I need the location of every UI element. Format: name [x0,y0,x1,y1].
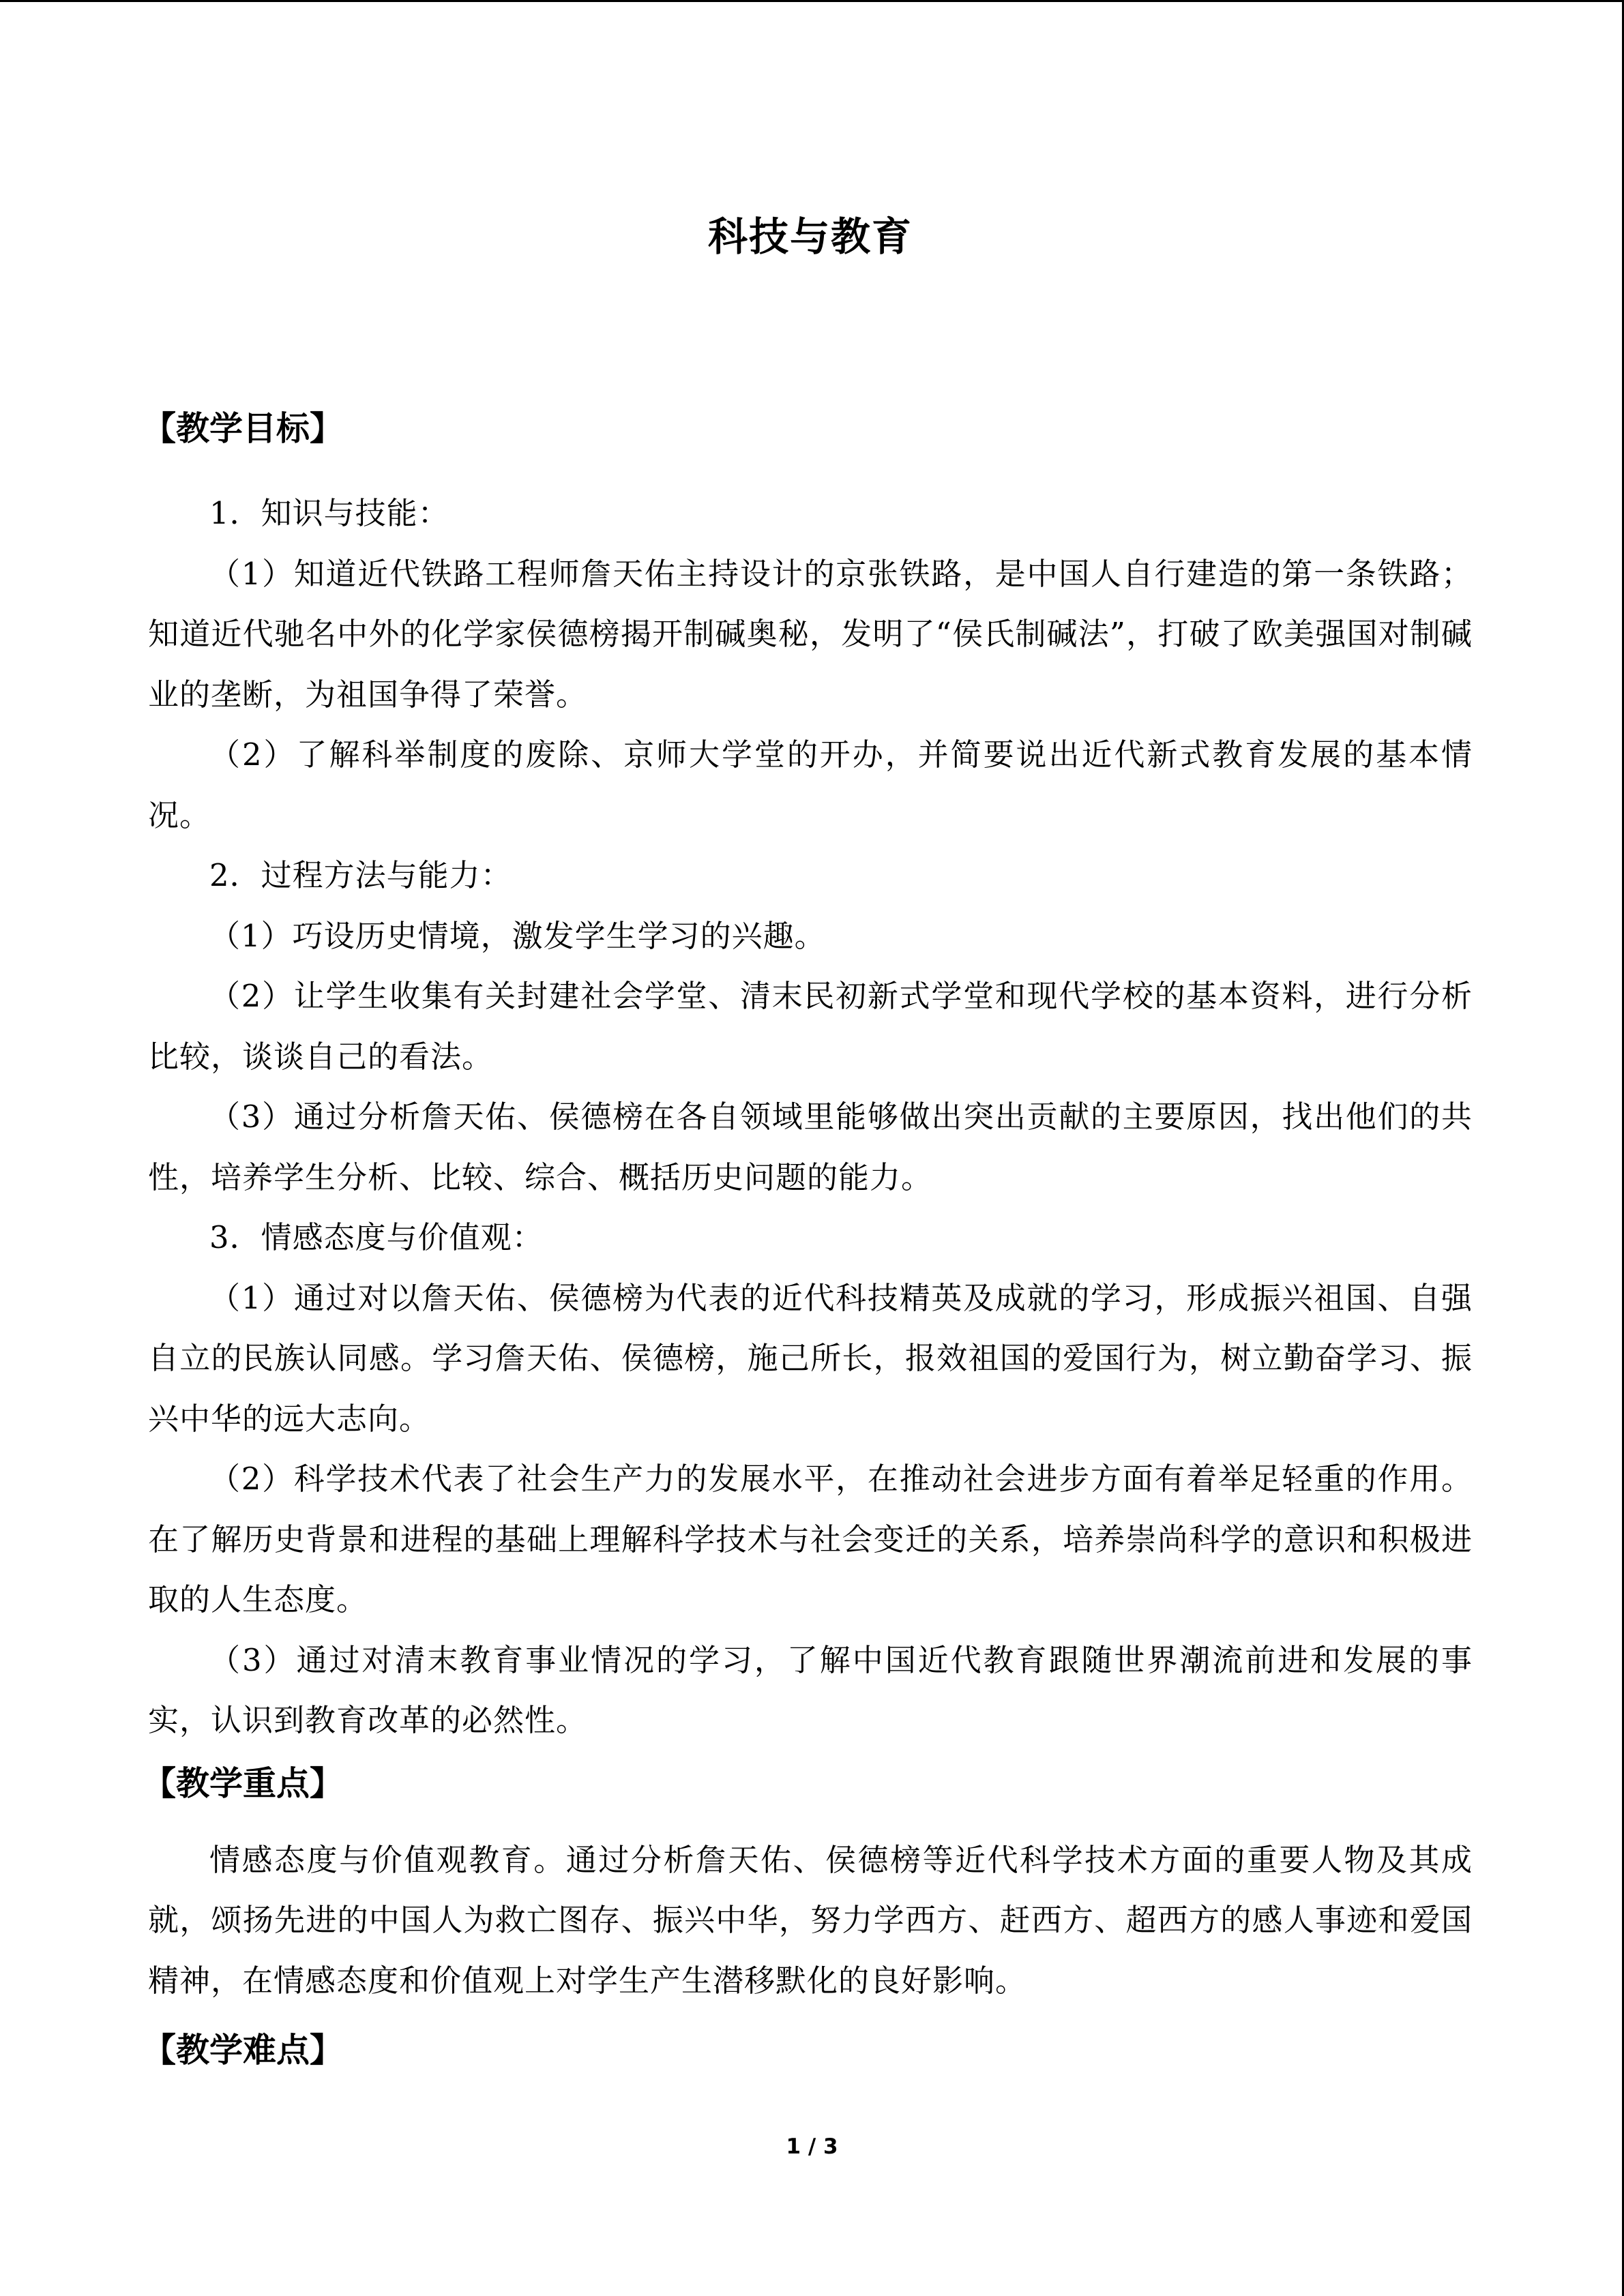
goal-attitude-values-heading: 3．情感态度与价值观： [209,1219,544,1255]
document-title: 科技与教育 [707,213,913,260]
document-body [143,193,1473,2078]
key-points-text: 情感态度与价值观教育。通过分析詹天佑、侯德榜等近代科学技术方面的重要人物及其成就，颂扬先进的中国人为救亡图存、振兴中华，努力学西方、赶西方、超西方的感人事迹和爱国精神，在情感态度和价值观上对学生产生潜移默化的良好影响。 [148,1841,1473,1999]
page-number: 1 / 3 [786,2134,838,2159]
goal-attitude-item-1: （1）通过对以詹天佑、侯德榜为代表的近代科技精英及成就的学习，形成振兴祖国、自强自立的民族认同感。学习詹天佑、侯德榜，施己所长，报效祖国的爱国行为，树立勤奋学习、振兴中华的远大志向。 [148,1279,1473,1437]
goal-knowledge-item-1: （1）知道近代铁路工程师詹天佑主持设计的京张铁路，是中国人自行建造的第一条铁路；知道近代驰名中外的化学家侯德榜揭开制碱奥秘，发明了“侯氏制碱法”，打破了欧美强国对制碱业的垄断，为祖国争得了荣誉。 [148,555,1473,713]
section-heading-teaching-goals: 【教学目标】 [143,409,344,448]
goal-attitude-item-2: （2）科学技术代表了社会生产力的发展水平，在推动社会进步方面有着举足轻重的作用。在了解历史背景和进程的基础上理解科学技术与社会变迁的关系，培养崇尚科学的意识和积极进取的人生态度。 [148,1461,1473,1617]
goal-knowledge-item-2: （2）了解科举制度的废除、京师大学堂的开办，并简要说出近代新式教育发展的基本情况。 [148,736,1473,833]
goal-process-item-1: （1）巧设历史情境，激发学生学习的兴趣。 [209,917,826,954]
goal-process-item-2: （2）让学生收集有关封建社会学堂、清末民初新式学堂和现代学校的基本资料，进行分析比较，谈谈自己的看法。 [148,978,1473,1075]
section-heading-difficulties: 【教学难点】 [143,2031,344,2070]
goal-process-methods-heading: 2．过程方法与能力： [209,857,512,893]
goal-attitude-item-3: （3）通过对清末教育事业情况的学习，了解中国近代教育跟随世界潮流前进和发展的事实，认识到教育改革的必然性。 [148,1641,1473,1738]
section-heading-key-points: 【教学重点】 [143,1763,344,1803]
goal-process-item-3: （3）通过分析詹天佑、侯德榜在各自领域里能够做出突出贡献的主要原因，找出他们的共性，培养学生分析、比较、综合、概括历史问题的能力。 [148,1099,1473,1195]
goal-knowledge-skills-heading: 1．知识与技能： [209,495,449,531]
